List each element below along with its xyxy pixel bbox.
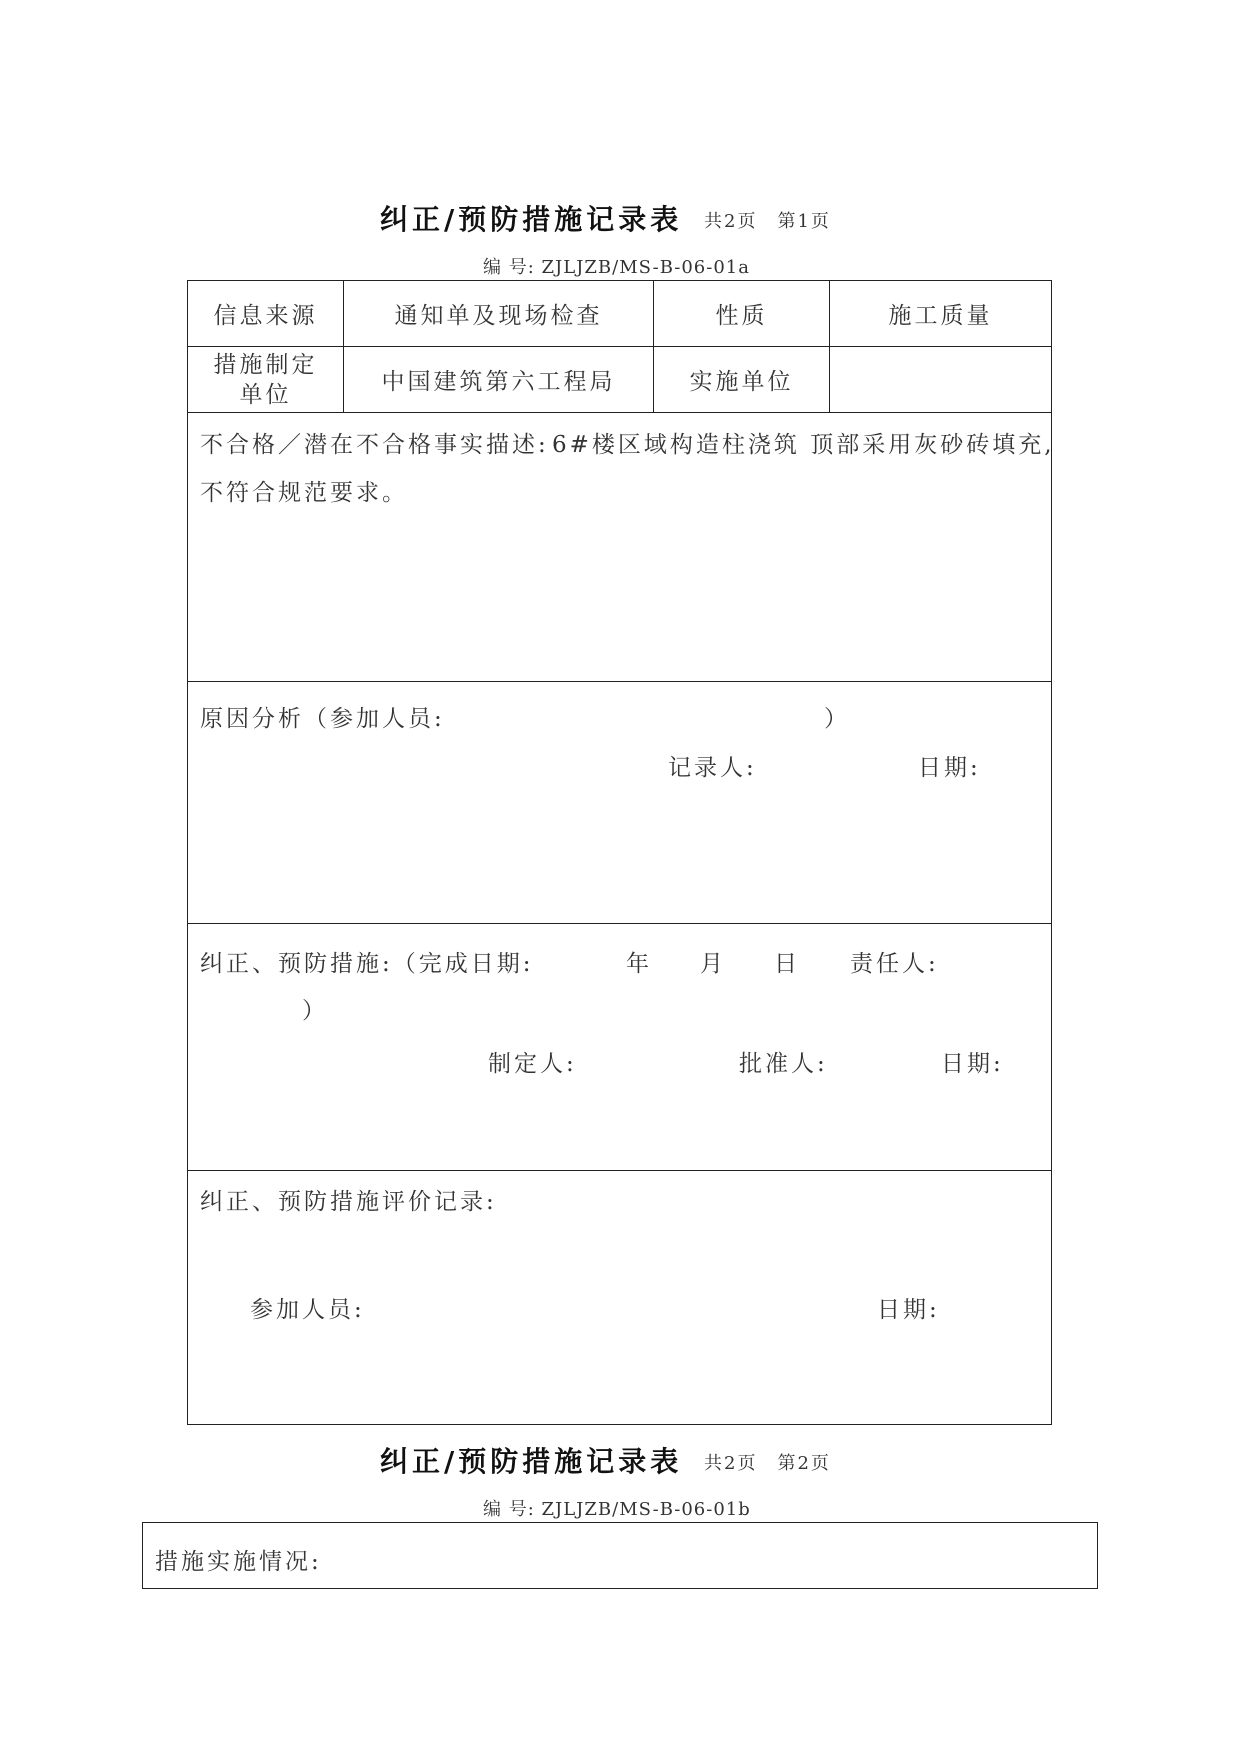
page2-title: 纠正/预防措施记录表 xyxy=(380,1445,683,1478)
implementing-unit-label-cell xyxy=(653,346,830,413)
cause-analysis-section[interactable] xyxy=(187,681,1052,924)
nonconformity-line2: 不符合规范要求。 xyxy=(200,480,408,506)
nature-label: 性质 xyxy=(715,303,768,329)
evaluation-section[interactable] xyxy=(187,1170,1052,1425)
page1-title: 纠正/预防措施记录表 xyxy=(380,203,683,236)
cause-date-label: 日期: xyxy=(918,755,981,781)
measure-maker-value-cell xyxy=(343,346,654,413)
page1-form-code: 编 号: ZJLJZB/MS-B-06-01a xyxy=(483,257,750,278)
implementing-unit-value-cell[interactable] xyxy=(829,346,1052,413)
approver-label: 批准人: xyxy=(739,1051,828,1077)
nature-label-cell xyxy=(653,280,830,347)
recorder-label: 记录人: xyxy=(668,755,757,781)
measures-section[interactable] xyxy=(187,923,1052,1171)
cause-analysis-close-paren: ） xyxy=(824,706,850,732)
implementing-unit-label: 实施单位 xyxy=(689,369,794,395)
measures-date-label: 日期: xyxy=(941,1051,1004,1077)
page2-page-info: 共2页 第2页 xyxy=(704,1453,831,1474)
measures-label: 纠正、预防措施:（完成日期: xyxy=(200,951,534,977)
info-source-label-cell xyxy=(187,280,344,347)
evaluation-participants-label: 参加人员: xyxy=(250,1297,365,1323)
completion-day-label: 日 xyxy=(774,951,800,977)
measures-close-paren: ） xyxy=(302,998,328,1024)
page2-form-code: 编 号: ZJLJZB/MS-B-06-01b xyxy=(483,1499,751,1520)
evaluation-date-label: 日期: xyxy=(877,1297,940,1323)
info-source-value: 通知单及现场检查 xyxy=(394,303,603,329)
completion-year-label: 年 xyxy=(626,951,652,977)
cause-analysis-label: 原因分析（参加人员: xyxy=(200,706,445,732)
measure-maker-value: 中国建筑第六工程局 xyxy=(381,369,616,395)
nonconformity-label: 不合格／潜在不合格事实描述: xyxy=(200,432,549,458)
responsible-label: 责任人: xyxy=(850,951,939,977)
evaluation-label: 纠正、预防措施评价记录: xyxy=(200,1189,497,1215)
nonconformity-section[interactable] xyxy=(187,412,1055,682)
maker-label: 制定人: xyxy=(488,1051,577,1077)
nonconformity-line1: 6#楼区域构造柱浇筑 顶部采用灰砂砖填充, xyxy=(552,432,1055,458)
completion-month-label: 月 xyxy=(700,951,726,977)
implementation-section[interactable] xyxy=(142,1522,1098,1589)
implementation-label: 措施实施情况: xyxy=(155,1549,322,1575)
measure-maker-label: 措施制定单位 xyxy=(213,351,318,408)
nature-value: 施工质量 xyxy=(888,303,993,329)
measure-maker-label-cell xyxy=(187,346,344,413)
info-source-value-cell xyxy=(343,280,654,347)
nature-value-cell xyxy=(829,280,1052,347)
page1-page-info: 共2页 第1页 xyxy=(704,211,831,232)
info-source-label: 信息来源 xyxy=(213,303,318,329)
